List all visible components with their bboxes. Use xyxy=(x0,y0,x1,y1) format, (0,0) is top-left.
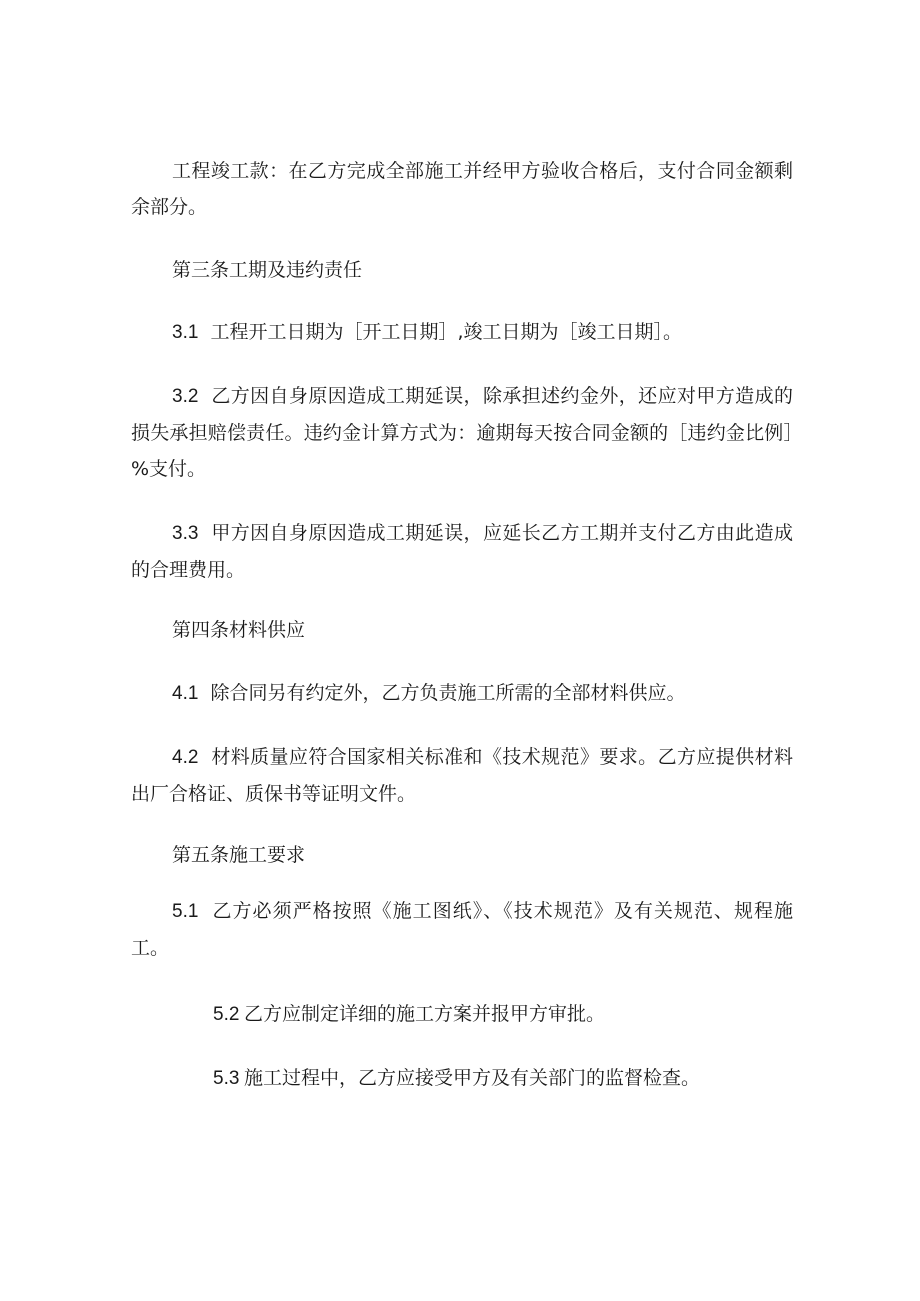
clause-text: 乙方因自身原因造成工期延误，除承担述约金外，还应对甲方造成的损失承担赔偿责任。违约金计算方式为：逾期每天按合同金额的［违约金比例］%支付。 xyxy=(131,385,793,480)
clause-text: 乙方必须严格按照《施工图纸》、《技术规范》及有关规范、规程施工。 xyxy=(131,900,793,959)
clause-text: 工程开工日期为［开工日期］,竣工日期为［竣工日期］。 xyxy=(210,321,683,343)
clause-text: 甲方因自身原因造成工期延误，应延长乙方工期并支付乙方由此造成的合理费用。 xyxy=(131,522,793,581)
clause-number: 5.3 xyxy=(213,1068,240,1089)
clause-text: 除合同另有约定外，乙方负责施工所需的全部材料供应。 xyxy=(210,682,686,704)
paragraph-5-3 xyxy=(131,1060,793,1097)
paragraph-4-2 xyxy=(131,739,793,812)
heading-article-3: 第三条工期及违约责任 xyxy=(172,259,363,281)
clause-number: 5.1 xyxy=(172,901,199,922)
paragraph-3-2 xyxy=(131,378,793,487)
paragraph-5-1 xyxy=(131,893,793,966)
clause-text: 乙方应制定详细的施工方案并报甲方审批。 xyxy=(244,1003,606,1025)
clause-number: 4.1 xyxy=(172,683,199,704)
paragraph-text: 工程竣工款：在乙方完成全部施工并经甲方验收合格后，支付合同金额剩余部分。 xyxy=(131,160,793,218)
heading-article-4: 第四条材料供应 xyxy=(172,619,306,641)
clause-number: 4.2 xyxy=(172,747,199,768)
paragraph-5-2 xyxy=(131,996,793,1033)
paragraph-4-1 xyxy=(131,675,793,712)
paragraph-3-1 xyxy=(131,314,793,351)
clause-number: 3.2 xyxy=(172,386,199,407)
paragraph-3-3 xyxy=(131,515,793,588)
clause-number: 3.1 xyxy=(172,322,199,343)
clause-number: 5.2 xyxy=(213,1004,240,1025)
paragraph-final-payment xyxy=(131,153,793,225)
heading-article-5: 第五条施工要求 xyxy=(172,844,306,866)
clause-text: 材料质量应符合国家相关标准和《技术规范》要求。乙方应提供材料出厂合格证、质保书等证明文件。 xyxy=(131,746,793,805)
clause-number: 3.3 xyxy=(172,523,199,544)
clause-text: 施工过程中，乙方应接受甲方及有关部门的监督检查。 xyxy=(244,1067,701,1089)
